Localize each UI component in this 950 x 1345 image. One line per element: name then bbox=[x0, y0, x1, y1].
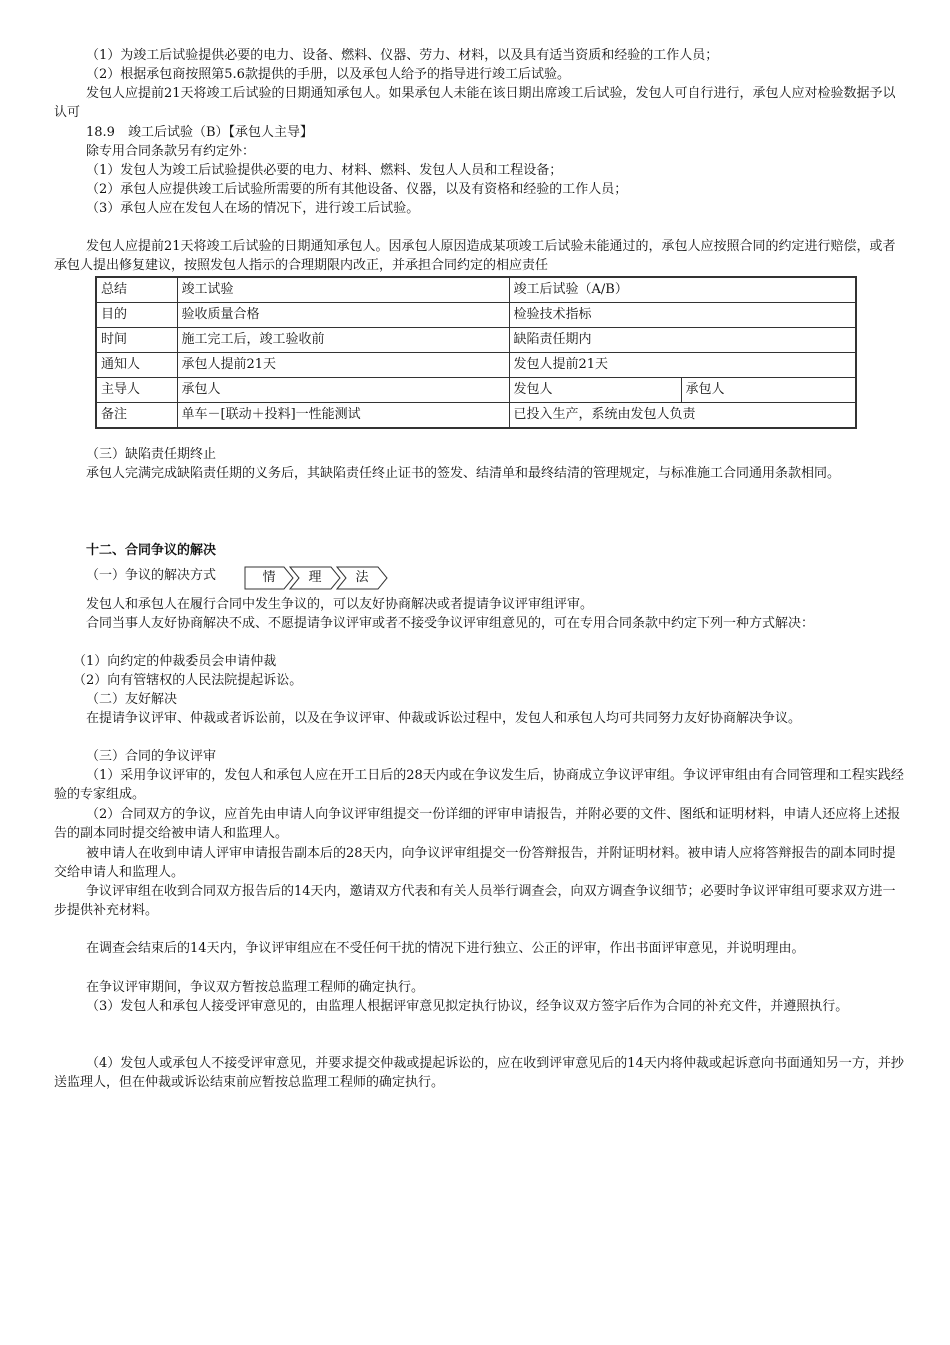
section-18-9-heading: 18.9 竣工后试验（B）【承包人主导】 bbox=[86, 125, 313, 140]
table-cell: 总结 bbox=[96, 277, 177, 303]
table-row bbox=[96, 328, 856, 353]
table-row bbox=[96, 277, 856, 303]
item-1-power-supply: （1）为竣工后试验提供必要的电力、设备、燃料、仪器、劳力、材料，以及具有适当资质和经验的工作人员； bbox=[86, 48, 719, 63]
notice-paragraph-a: 发包人应提前21天将竣工后试验的日期通知承包人。如果承包人未能在该日期出席竣工后试验，发包人可自行进行，承包人应对检验数据予以认可 bbox=[54, 86, 896, 120]
table-cell: 施工完工后，竣工验收前 bbox=[177, 328, 509, 353]
item-2-contractor-provides: （2）承包人应提供竣工后试验所需要的所有其他设备、仪器，以及有资格和经验的工作人员； bbox=[86, 182, 628, 197]
dispute-section-heading: 十二、合同争议的解决 bbox=[86, 543, 217, 558]
table-row bbox=[96, 353, 856, 378]
table-cell: 时间 bbox=[96, 328, 177, 353]
table-cell: 承包人 bbox=[177, 378, 509, 403]
dispute-review-heading: （三）合同的争议评审 bbox=[86, 749, 217, 764]
table-cell: 通知人 bbox=[96, 353, 177, 378]
dispute-review-paragraph-8: （4）发包人或承包人不接受评审意见，并要求提交仲裁或提起诉讼的，应在收到评审意见后的14天内将仲裁或起诉意向书面通知另一方，并抄送监理人，但在仲裁或诉讼结束前应暂按总监理工程师的确定执行。 bbox=[54, 1056, 904, 1090]
dispute-review-paragraph-2: （2）合同双方的争议，应首先由申请人向争议评审组提交一份详细的评审申请报告，并附必要的文件、图纸和证明材料，申请人还应将上述报告的副本同时提交给被申请人和监理人。 bbox=[54, 807, 901, 841]
table-cell: 竣工试验 bbox=[177, 277, 509, 303]
chevron-label: 理 bbox=[308, 570, 322, 585]
table-cell: 单车－[联动＋投料]一性能测试 bbox=[177, 403, 509, 429]
table-cell: 检验技术指标 bbox=[509, 303, 856, 328]
chevron-step-1 bbox=[244, 566, 294, 590]
notice-paragraph-b: 发包人应提前21天将竣工后试验的日期通知承包人。因承包人原因造成某项竣工后试验未能通过的，承包人应按照合同的约定进行赔偿，或者承包人提出修复建议，按照发包人指示的合理期限内改正，并承担合同约定的相应责任 bbox=[54, 239, 896, 273]
dispute-option-arbitration: （1）向约定的仲裁委员会申请仲裁 bbox=[73, 654, 277, 669]
dispute-review-paragraph-5: 在调查会结束后的14天内，争议评审组应在不受任何干扰的情况下进行独立、公正的评审，作出书面评审意见，并说明理由。 bbox=[86, 941, 805, 956]
chevron-label: 情 bbox=[262, 570, 276, 585]
table-cell: 备注 bbox=[96, 403, 177, 429]
dispute-review-paragraph-4: 争议评审组在收到合同双方报告后的14天内，邀请双方代表和有关人员举行调查会，向双方调查争议细节；必要时争议评审组可要求双方进一步提供补充材料。 bbox=[54, 884, 896, 918]
item-1-employer-provides: （1）发包人为竣工后试验提供必要的电力、材料、燃料、发包人人员和工程设备； bbox=[86, 163, 563, 178]
comparison-table bbox=[95, 276, 857, 429]
chevron-step-3 bbox=[336, 566, 388, 590]
dispute-methods-heading: （一）争议的解决方式 bbox=[86, 568, 217, 583]
table-row bbox=[96, 303, 856, 328]
table-cell: 主导人 bbox=[96, 378, 177, 403]
item-3-presence: （3）承包人应在发包人在场的情况下，进行竣工后试验。 bbox=[86, 201, 420, 216]
table-cell: 发包人 bbox=[509, 378, 681, 403]
amicable-settlement-text: 在提请争议评审、仲裁或者诉讼前，以及在争议评审、仲裁或诉讼过程中，发包人和承包人均可共同努力友好协商解决争议。 bbox=[86, 711, 802, 726]
table-cell: 发包人提前21天 bbox=[509, 353, 856, 378]
item-2-manual: （2）根据承包商按照第5.6款提供的手册，以及承包人给予的指导进行竣工后试验。 bbox=[86, 67, 570, 82]
table-row bbox=[96, 403, 856, 429]
dispute-review-paragraph-7: （3）发包人和承包人接受评审意见的，由监理人根据评审意见拟定执行协议，经争议双方签字后作为合同的补充文件，并遵照执行。 bbox=[86, 999, 849, 1014]
table-cell: 承包人提前21天 bbox=[177, 353, 509, 378]
unless-agreed-line: 除专用合同条款另有约定外： bbox=[86, 144, 256, 159]
defect-period-heading: （三）缺陷责任期终止 bbox=[86, 447, 217, 462]
table-cell: 验收质量合格 bbox=[177, 303, 509, 328]
chevron-label: 法 bbox=[355, 570, 369, 585]
dispute-review-paragraph-3: 被申请人在收到申请人评审申请报告副本后的28天内，向争议评审组提交一份答辩报告，并附证明材料。被申请人应将答辩报告的副本同时提交给申请人和监理人。 bbox=[54, 846, 896, 880]
dispute-option-litigation: （2）向有管辖权的人民法院提起诉讼。 bbox=[73, 673, 303, 688]
chevron-step-2 bbox=[289, 566, 341, 590]
dispute-review-paragraph-1: （1）采用争议评审的，发包人和承包人应在开工日后的28天内或在争议发生后，协商成立争议评审组。争议评审组由有合同管理和工程实践经验的专家组成。 bbox=[54, 768, 904, 802]
table-row bbox=[96, 378, 856, 403]
dispute-paragraph-1: 发包人和承包人在履行合同中发生争议的，可以友好协商解决或者提请争议评审组评审。 bbox=[86, 597, 594, 612]
table-cell: 承包人 bbox=[681, 378, 856, 403]
defect-period-text: 承包人完满完成缺陷责任期的义务后，其缺陷责任终止证书的签发、结清单和最终结清的管理规定，与标准施工合同通用条款相同。 bbox=[86, 466, 841, 481]
dispute-review-paragraph-6: 在争议评审期间，争议双方暂按总监理工程师的确定执行。 bbox=[86, 980, 425, 995]
table-cell: 目的 bbox=[96, 303, 177, 328]
table-cell: 已投入生产，系统由发包人负责 bbox=[509, 403, 856, 429]
table-cell: 缺陷责任期内 bbox=[509, 328, 856, 353]
dispute-paragraph-2: 合同当事人友好协商解决不成、不愿提请争议评审或者不接受争议评审组意见的，可在专用合同条款中约定下列一种方式解决： bbox=[86, 616, 815, 631]
table-cell: 竣工后试验（A/B） bbox=[509, 277, 856, 303]
amicable-settlement-heading: （二）友好解决 bbox=[86, 692, 178, 707]
